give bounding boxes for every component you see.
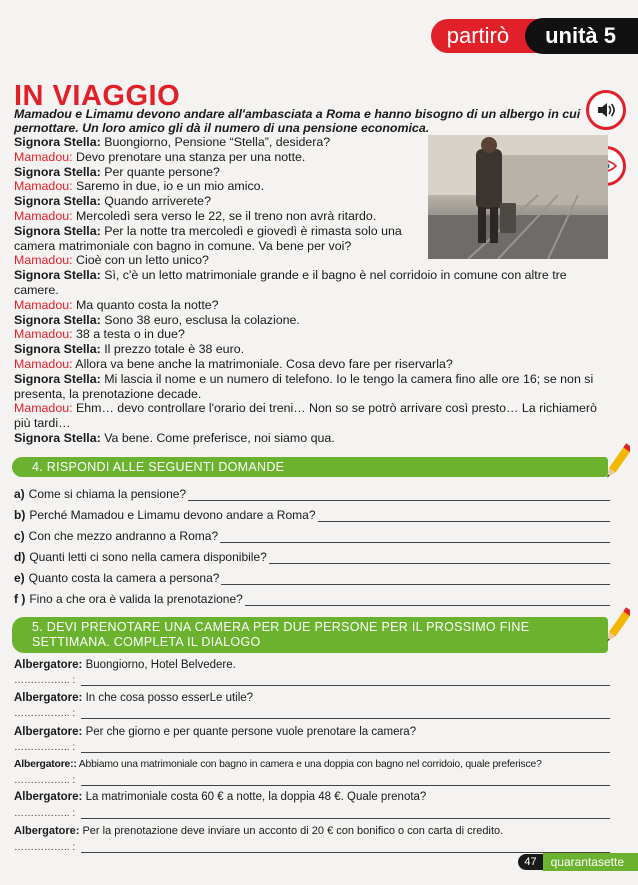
- reply-blank[interactable]: …………….. :: [14, 808, 610, 819]
- question-c: c) Con che mezzo andranno a Roma?: [14, 529, 610, 543]
- page-number-word: quarantasette: [543, 853, 638, 871]
- answer-field[interactable]: [245, 594, 610, 606]
- answer-field[interactable]: [318, 510, 611, 522]
- hotelier-line: Albergatore: Per la prenotazione deve inviare un acconto di 20 € con bonifico o con carta di credito.: [14, 825, 504, 837]
- dialog-text: Signora Stella: Buongiorno, Pensione “Stella”, desidera? Mamadou: Devo prenotare una stanza per una notte. Signora Stella: Per quante persone? Mamadou: Saremo in due, io e un mio amico. Signora Stella: Quando arriverete? Mamadou: Mercoledì sera verso le 22, se il treno non avrà ritardo. Signora Stella: Per la notte tra mercoledì e giovedì è rimasta solo una camera matrimoniale con bagno in comune. Va bene per voi? Mamadou: Cioè con un letto unico? Signora Stella: Sì, c'è un letto matrimoniale grande e il bagno è nel corridoio in comune con altre tre camere. Mamadou: Ma quanto costa la notte? Signora Stella: Sono 38 euro, esclusa la colazione. Mamadou: 38 a testa o in due? Signora Stella: Il prezzo totale è 38 euro. Mamadou: Allora va bene anche la matrimoniale. Cosa devo fare per riservarla? Signora Stella: Mi lascia il nome e un numero di telefono. Io le tengo la camera fino alle ore 16; se non si presenta, la prenotazione decade. Mamadou: Ehm… devo controllare l'orario dei treni… Non so se potrò arrivare così presto… La richiamerò più tardi… Signora Stella: Va bene. Come preferisce, noi siamo qua.: [14, 135, 614, 446]
- answer-field[interactable]: [221, 573, 610, 585]
- reply-blank[interactable]: …………….. :: [14, 842, 610, 853]
- reply-blank[interactable]: …………….. :: [14, 708, 610, 719]
- hotelier-line: Albergatore: Buongiorno, Hotel Belvedere.: [14, 659, 236, 671]
- answer-field[interactable]: [269, 552, 610, 564]
- intro-text: Mamadou e Limamu devono andare all'ambasciata a Roma e hanno bisogno di un albergo in cui pernottare. Un loro amico gli dà il numero di una pensione economica.: [14, 107, 581, 135]
- reply-blank[interactable]: …………….. :: [14, 675, 610, 686]
- page-number: 47: [518, 854, 542, 870]
- unit-tag: unità 5: [525, 18, 638, 54]
- section-tag: partirò: [431, 19, 543, 53]
- unit-header: [431, 18, 638, 54]
- pencil-icon: [606, 604, 630, 648]
- question-d: d) Quanti letti ci sono nella camera disponibile?: [14, 550, 610, 564]
- page-title: IN VIAGGIO: [14, 80, 181, 112]
- reply-blank[interactable]: …………….. :: [14, 775, 610, 786]
- travel-photo: [428, 135, 608, 259]
- hotelier-line: Albergatore: La matrimoniale costa 60 € a notte, la doppia 48 €. Quale prenota?: [14, 791, 427, 803]
- hotelier-line: Albergatore:: Abbiamo una matrimoniale con bagno in camera e una doppia con bagno nel corridoio, quale preferisce?: [14, 759, 542, 770]
- reply-blank[interactable]: …………….. :: [14, 742, 610, 753]
- audio-icon[interactable]: [586, 90, 626, 130]
- page-footer: [518, 853, 638, 871]
- hotelier-line: Albergatore: In che cosa posso esserLe utile?: [14, 692, 254, 704]
- pencil-icon: [606, 440, 630, 484]
- answer-field[interactable]: [188, 489, 610, 501]
- hotelier-line: Albergatore: Per che giorno e per quante persone vuole prenotare la camera?: [14, 726, 417, 738]
- question-a: a) Come si chiama la pensione?: [14, 487, 610, 501]
- exercise-5-header: 5. DEVI PRENOTARE UNA CAMERA PER DUE PERSONE PER IL PROSSIMO FINE SETTIMANA. COMPLETA IL DIALOGO: [12, 617, 608, 653]
- question-e: e) Quanto costa la camera a persona?: [14, 571, 610, 585]
- answer-field[interactable]: [220, 531, 610, 543]
- question-f: f ) Fino a che ora è valida la prenotazione?: [14, 592, 610, 606]
- question-b: b) Perché Mamadou e Limamu devono andare a Roma?: [14, 508, 610, 522]
- exercise-4-header: 4. RISPONDI ALLE SEGUENTI DOMANDE: [12, 457, 608, 477]
